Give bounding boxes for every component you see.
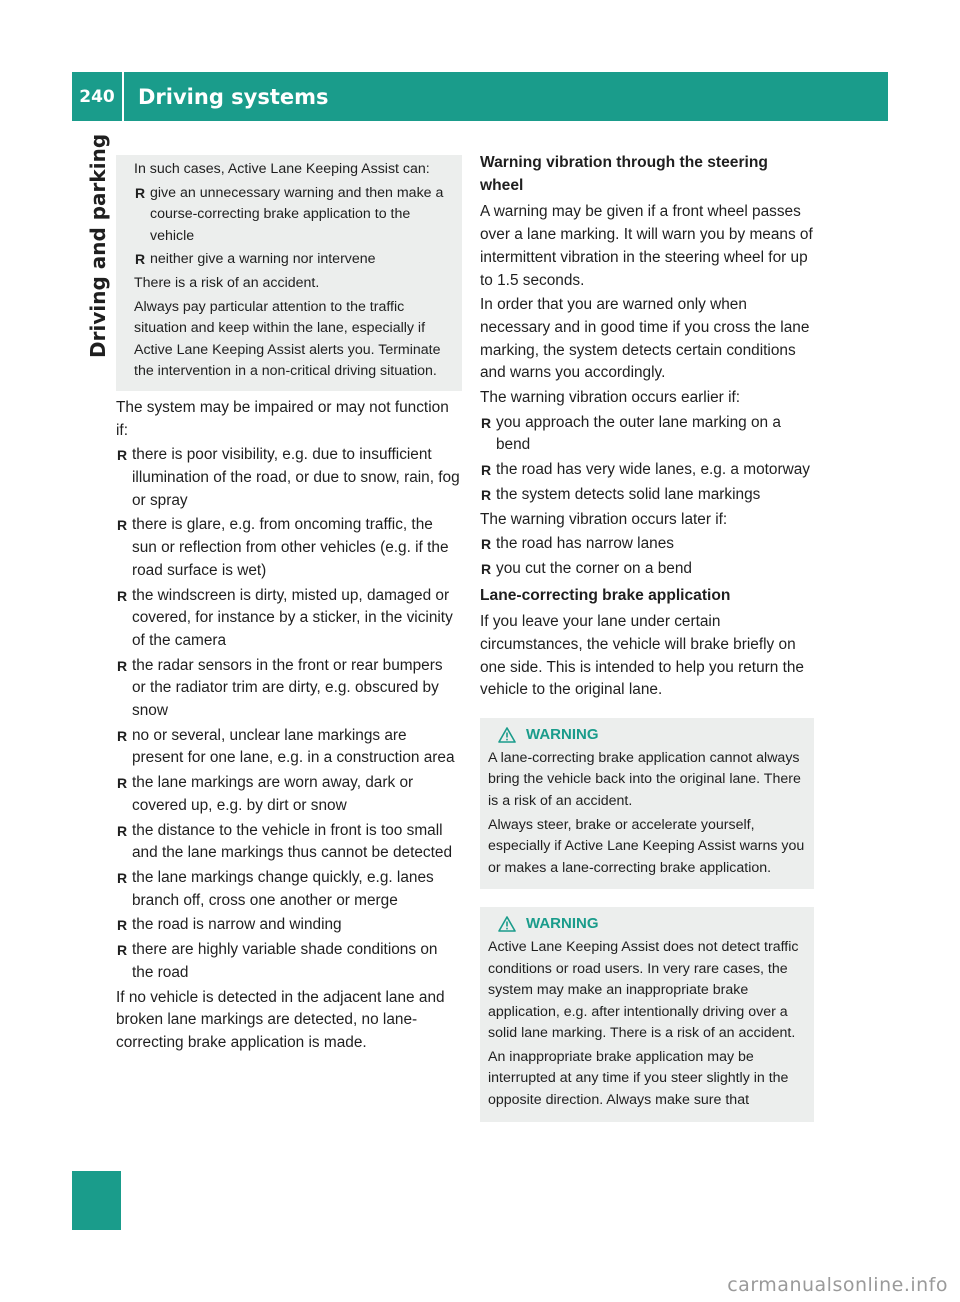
right-column: [480, 152, 814, 1122]
list-item: R neither give a warning nor intervene: [134, 249, 454, 271]
list-item: R there is poor visibility, e.g. due to insufficient illumination of the road, or due to snow, rain, fog or spray: [117, 446, 460, 509]
list-item: R no or several, unclear lane markings are present for one lane, e.g. in a construction area: [117, 726, 455, 767]
brake-paragraph: If you leave your lane under certain circumstances, the vehicle will brake briefly on one side. This is intended to help you return the vehicle to the original lane.: [480, 613, 804, 699]
list-item: R you cut the corner on a bend: [480, 558, 814, 581]
warning-header: [498, 724, 806, 746]
warning-paragraph: A lane-correcting brake application cannot always bring the vehicle back into the original lane. There is a risk of an accident.: [488, 749, 801, 809]
list-item: R the lane markings are worn away, dark or covered up, e.g. by dirt or snow: [117, 774, 414, 814]
later-intro: The warning vibration occurs later if:: [480, 510, 728, 528]
warning-header: [498, 913, 806, 935]
caution-box: [116, 155, 462, 391]
bullet-icon: R: [481, 462, 492, 479]
watermark: carmanualsonline.info: [727, 1274, 948, 1296]
impaired-list: [116, 444, 460, 984]
earlier-intro: The warning vibration occurs earlier if:: [480, 389, 741, 407]
bullet-icon: R: [135, 184, 146, 201]
earlier-list: [480, 412, 814, 507]
warning-triangle-icon: [498, 916, 516, 932]
page-header: [72, 72, 888, 121]
left-column: [116, 155, 460, 1057]
list-item: R the lane markings change quickly, e.g. lanes branch off, cross one another or merge: [117, 869, 434, 909]
bullet-icon: R: [481, 414, 492, 431]
warning-paragraph: Always steer, brake or accelerate yourself, especially if Active Lane Keeping Assist warns you or makes a lane-correcting brake application.: [488, 816, 805, 876]
impaired-intro: The system may be impaired or may not function if:: [116, 398, 449, 439]
caution-advice: Always pay particular attention to the traffic situation and keep within the lane, especially if Active Lane Keeping Assist alerts you. Terminate the intervention in a non-critical driving situation.: [134, 298, 441, 380]
vibration-paragraph-1: A warning may be given if a front wheel passes over a lane marking. It will warn you by means of intermittent vibration in the steering wheel for up to 1.5 seconds.: [480, 203, 813, 289]
bullet-icon: R: [135, 251, 146, 268]
warning-label: WARNING: [526, 915, 599, 933]
list-item: R the windscreen is dirty, misted up, damaged or covered, for instance by a sticker, in the vicinity of the camera: [117, 586, 453, 649]
brake-heading: Lane-correcting brake application: [480, 586, 731, 604]
warning-box-2: [480, 907, 814, 1121]
closing-paragraph: If no vehicle is detected in the adjacent lane and broken lane markings are detected, no lane-correcting brake application is made.: [116, 988, 445, 1051]
bullet-icon: R: [481, 560, 492, 577]
bullet-icon: R: [117, 870, 128, 886]
bullet-icon: R: [117, 587, 128, 604]
list-item: R there are highly variable shade conditions on the road: [117, 941, 438, 981]
warning-box-1: [480, 718, 814, 889]
bullet-icon: R: [117, 447, 128, 464]
bullet-icon: R: [481, 486, 492, 503]
list-item: R the road has narrow lanes: [480, 533, 814, 556]
warning-label: WARNING: [526, 726, 599, 744]
list-item: R the distance to the vehicle in front is too small and the lane markings thus cannot be detected: [117, 821, 453, 862]
list-item: R give an unnecessary warning and then make a course-correcting brake application to the vehicle: [135, 184, 444, 244]
side-tab-marker: [72, 1171, 121, 1230]
list-item: R you approach the outer lane marking on a bend: [481, 413, 781, 454]
warning-paragraph: An inappropriate brake application may be interrupted at any time if you steer slightly in the opposite direction. Always make sure that: [488, 1048, 789, 1109]
list-item: R the radar sensors in the front or rear bumpers or the radiator trim are dirty, e.g. obscured by snow: [117, 656, 443, 720]
bullet-icon: R: [117, 517, 128, 534]
warning-paragraph: Active Lane Keeping Assist does not detect traffic conditions or road users. In very rare cases, the system may make an inappropriate brake application, e.g. after intentionally driving over a solid lane marking. There is a risk of an accident.: [488, 938, 799, 1042]
page-number: 240: [79, 86, 115, 107]
caution-risk: There is a risk of an accident.: [134, 274, 320, 291]
caution-list: [134, 183, 454, 271]
list-item: R the system detects solid lane markings: [480, 484, 814, 507]
list-item: R the road is narrow and winding: [116, 914, 460, 937]
vibration-heading: Warning vibration through the steering wheel: [480, 154, 768, 194]
side-label: [86, 133, 110, 358]
bullet-icon: R: [117, 917, 128, 934]
bullet-icon: R: [117, 775, 128, 792]
vibration-paragraph-2: In order that you are warned only when necessary and in good time if you cross the lane marking, the system detects certain conditions and warns you accordingly.: [480, 296, 810, 382]
warning-triangle-icon: [498, 727, 516, 743]
bullet-icon: R: [117, 942, 128, 959]
list-item: R the road has very wide lanes, e.g. a motorway: [480, 459, 814, 482]
bullet-icon: R: [117, 657, 128, 674]
bullet-icon: R: [481, 536, 492, 553]
caution-intro: In such cases, Active Lane Keeping Assist can:: [134, 161, 430, 177]
list-item: R there is glare, e.g. from oncoming traffic, the sun or reflection from other vehicles (e.g. if the road surface is wet): [117, 516, 449, 579]
bullet-icon: R: [117, 822, 128, 839]
side-label-text: Driving and parking: [86, 133, 110, 358]
bullet-icon: R: [117, 727, 128, 744]
later-list: [480, 533, 814, 580]
section-title: Driving systems: [138, 84, 329, 109]
